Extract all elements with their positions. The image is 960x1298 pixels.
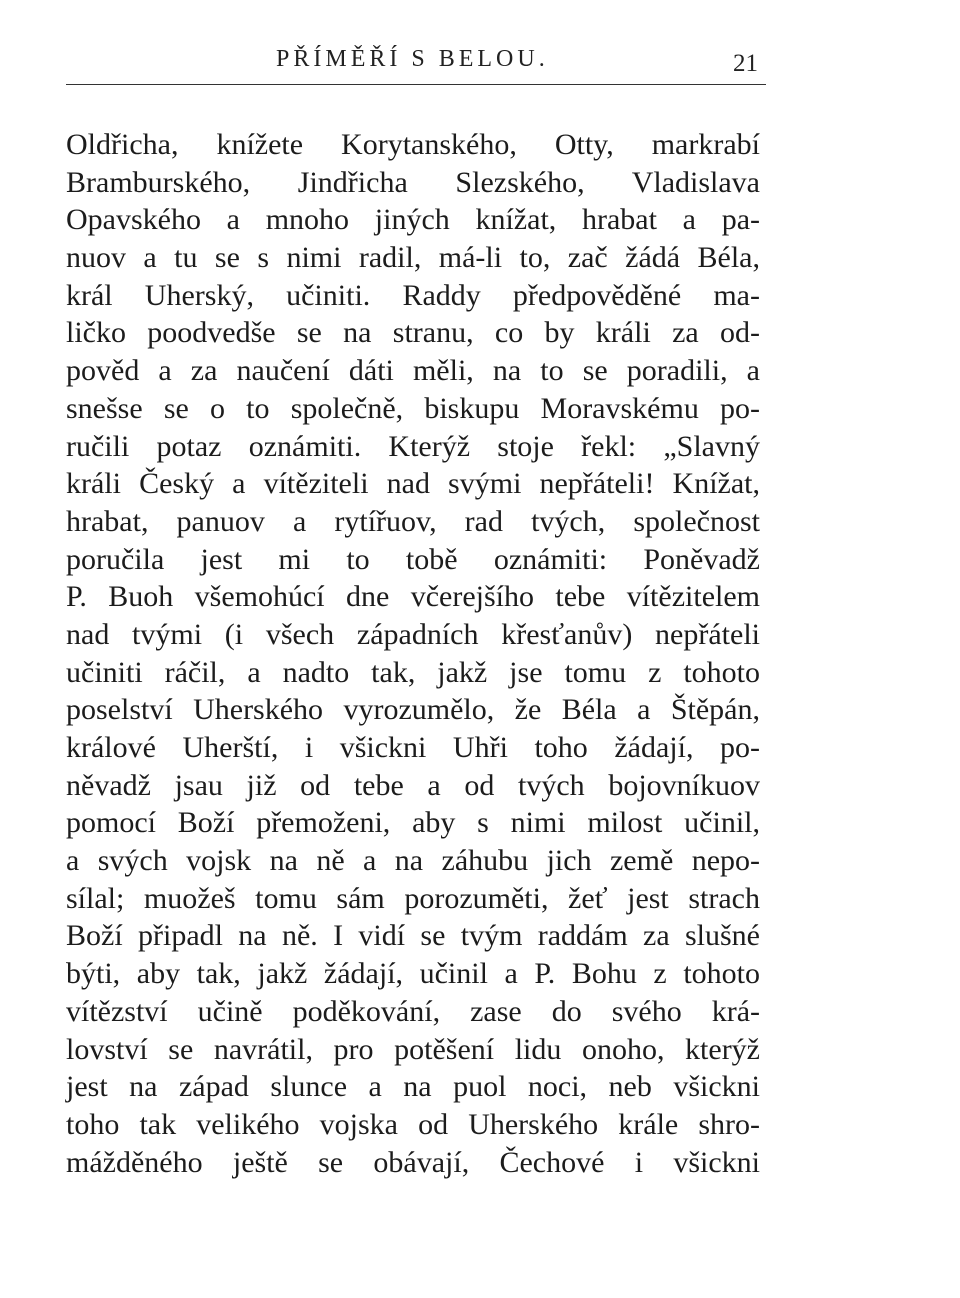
text-line: ručili potaz oznámiti. Kterýž stoje řekl: „Slavný [66, 429, 760, 463]
text-line: pomocí Boží přemoženi, aby s nimi milost učinil, [66, 806, 760, 840]
text-line: sílal; muožeš tomu sám porozuměti, žeť jest strach [66, 881, 760, 915]
text-line: mážděného ještě se obávají, Čechové i všickni [66, 1145, 760, 1179]
text-line: snešse se o to společně, biskupu Moravskému po- [66, 391, 760, 425]
text-line: králi Český a vítěziteli nad svými nepřáteli! Knížat, [66, 467, 760, 501]
header-rule [66, 84, 766, 85]
text-line: nuov a tu se s nimi radil, má-li to, zač žádá Béla, [66, 241, 760, 275]
body-text [66, 126, 760, 1181]
text-line: nad tvými (i všech západních křesťanův) nepřáteli [66, 617, 760, 651]
text-line: poselství Uherského vyrozumělo, že Béla a Štěpán, [66, 693, 760, 727]
running-head [66, 40, 766, 84]
text-line: a svých vojsk na ně a na záhubu jich země nepo- [66, 844, 760, 878]
text-line: Boží připadl na ně. I vidí se tvým raddám za slušné [66, 919, 760, 953]
text-line: vítězství učině poděkování, zase do svého krá- [66, 994, 760, 1028]
text-line: hrabat, panuov a rytířuov, rad tvých, společnost [66, 504, 760, 538]
page-number: 21 [733, 50, 758, 77]
text-line: Opavského a mnoho jiných knížat, hrabat a pa- [66, 203, 760, 237]
text-line: král Uherský, učiniti. Raddy předpověděné ma- [66, 278, 760, 312]
text-line: ličko poodvedše se na stranu, co by králi za od- [66, 316, 760, 350]
text-line: Oldřicha, knížete Korytanského, Otty, markrabí [66, 128, 760, 161]
text-line: toho tak velikého vojska od Uherského krále shro- [66, 1107, 760, 1141]
text-line: lovství se navrátil, pro potěšení lidu onoho, kterýž [66, 1032, 760, 1066]
text-line: jest na západ slunce a na puol noci, neb všickni [66, 1070, 760, 1104]
text-line: Bramburského, Jindřicha Slezského, Vladislava [66, 165, 760, 199]
text-line: něvadž jsau již od tebe a od tvých bojovníkuov [66, 768, 760, 802]
text-line: učiniti ráčil, a nadto tak, jakž jse tomu z tohoto [66, 655, 760, 689]
text-line: poručila jest mi to tobě oznámiti: Poněvadž [66, 542, 760, 576]
text-line: králové Uherští, i všickni Uhři toho žádají, po- [66, 731, 760, 764]
text-line: býti, aby tak, jakž žádají, učinil a P. Bohu z tohoto [66, 957, 760, 991]
text-line: pověd a za naučení dáti měli, na to se poradili, a [66, 354, 760, 388]
text-line: P. Buoh všemohúcí dne včerejšího tebe vítězitelem [66, 580, 760, 614]
running-title: PŘÍMĚŘÍ S BELOU. [276, 46, 549, 72]
